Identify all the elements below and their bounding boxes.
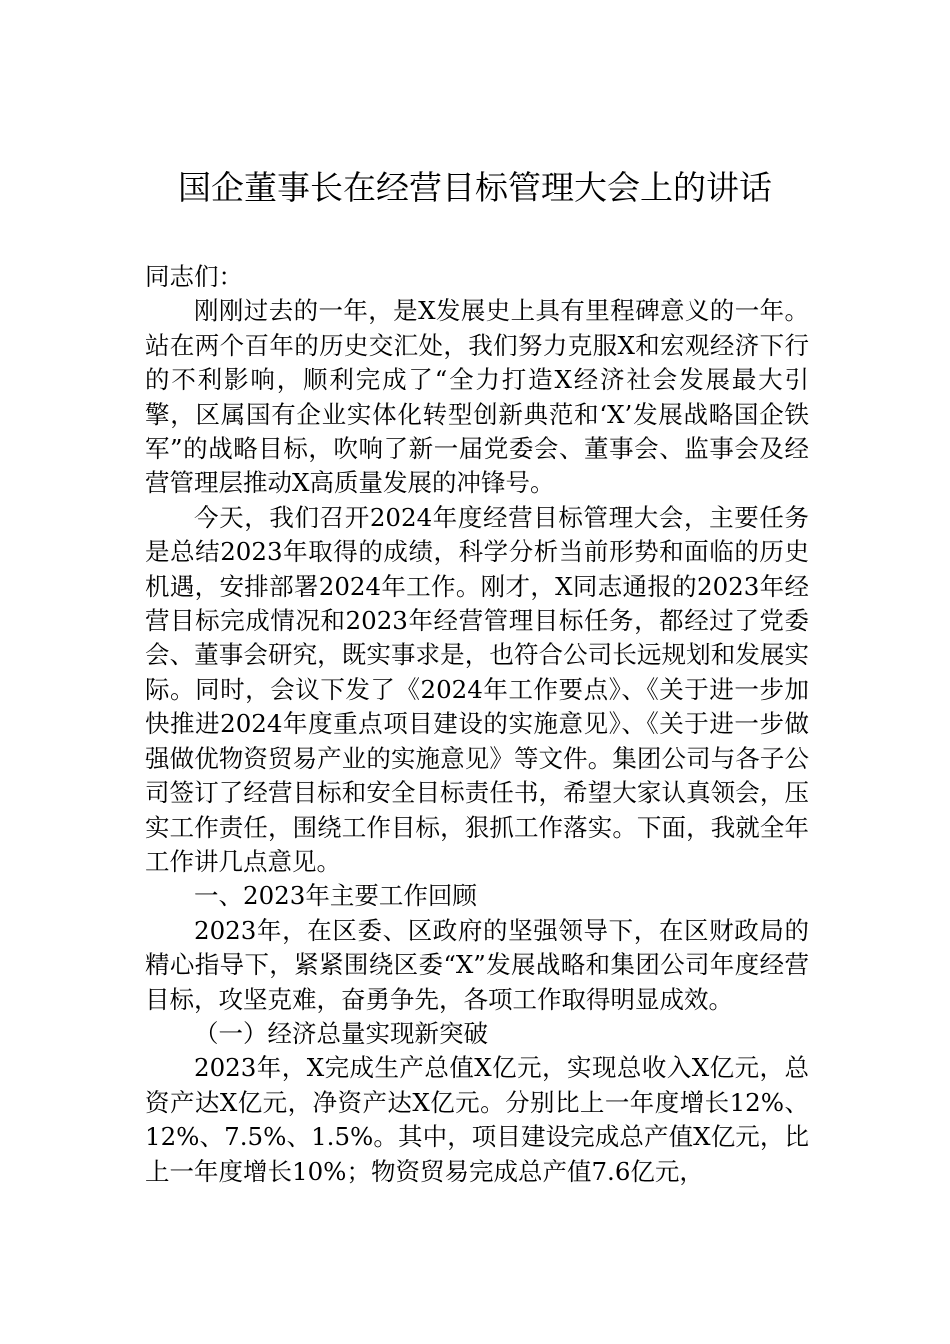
subsection-heading: （一）经济总量实现新突破 (194, 1018, 488, 1048)
document-title: 国企董事长在经营目标管理大会上的讲话 (178, 168, 772, 207)
salutation: 同志们： (145, 262, 243, 291)
document-body (145, 260, 809, 1189)
paragraph-meeting: 今天，我们召开2024年度经营目标管理大会，主要任务是总结2023年取得的成绩，科学分析当前形势和面临的历史机遇，安排部署2024年工作。刚才，X同志通报的2023年经营目标完成情况和2023年经营管理目标任务，都经过了党委会、董事会研究，既实事求是，也符合公司长远规划和发展实际。同时，会议下发了《2024年工作要点》、《关于进一步加快推进2024年度重点项目建设的实施意见》、《关于进一步做强做优物资贸易产业的实施意见》等文件。集团公司与各子公司签订了经营目标和安全目标责任书，希望大家认真领会，压实工作责任，围绕工作目标，狠抓工作落实。下面，我就全年工作讲几点意见。 (145, 502, 809, 876)
paragraph-intro: 刚刚过去的一年，是X发展史上具有里程碑意义的一年。站在两个百年的历史交汇处，我们努力克服X和宏观经济下行的不利影响，顺利完成了“全力打造X经济社会发展最大引擎，区属国有企业实体化转型创新典范和‘X’发展战略国企铁军”的战略目标，吹响了新一届党委会、董事会、监事会及经营管理层推动X高质量发展的冲锋号。 (145, 296, 809, 498)
section-heading: 一、2023年主要工作回顾 (194, 881, 477, 911)
paragraph-section-review: 2023年，在区委、区政府的坚强领导下，在区财政局的精心指导下，紧紧围绕区委“X”发展战略和集团公司年度经营目标，攻坚克难，奋勇争先，各项工作取得明显成效。 (145, 915, 809, 1014)
paragraph-economic-total: 2023年，X完成生产总值X亿元，实现总收入X亿元，总资产达X亿元，净资产达X亿元。分别比上一年度增长12%、12%、7.5%、1.5%。其中，项目建设完成总产值X亿元，比上一年度增长10%；物资贸易完成总产值7.6亿元， (145, 1053, 809, 1186)
